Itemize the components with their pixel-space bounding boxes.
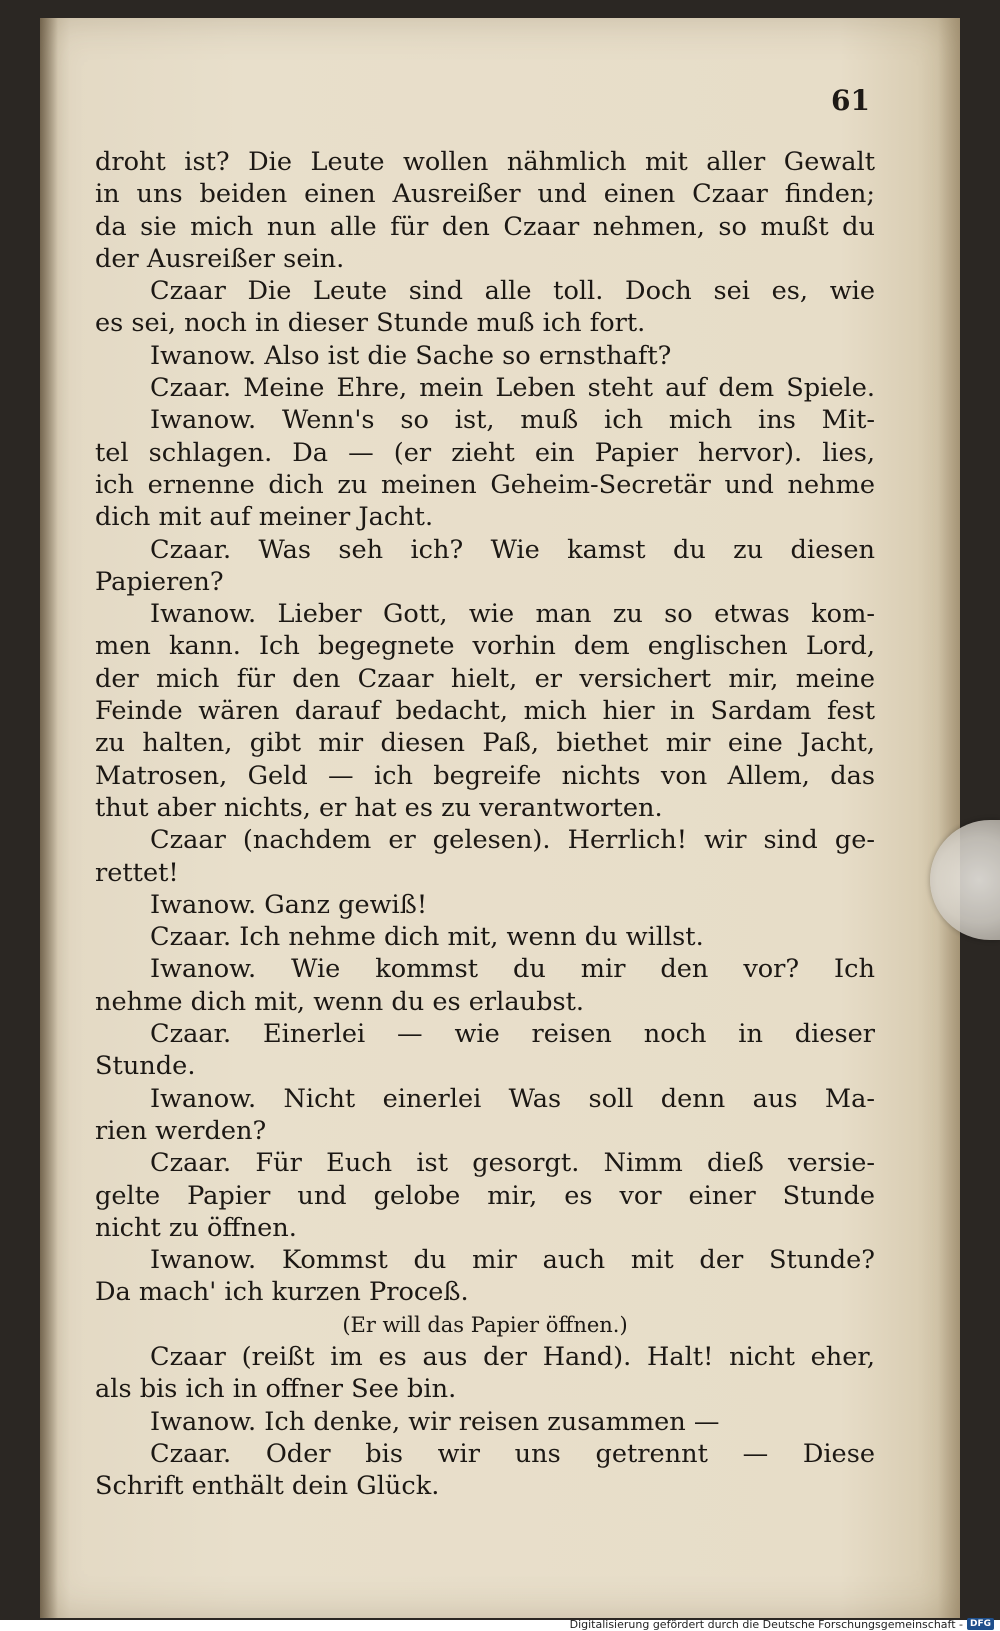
text-line: thut aber nichts, er hat es zu verantworten. <box>95 792 663 823</box>
text-line: Czaar. Ich nehme dich mit, wenn du willst. <box>150 922 704 953</box>
page-text <box>95 146 875 1502</box>
text-line: Iwanow. Kommst du mir auch mit der Stunde? <box>150 1245 875 1276</box>
dfg-logo-icon: DFG <box>967 1618 994 1630</box>
text-line: men kann. Ich begegnete vorhin dem englischen Lord, <box>95 631 875 662</box>
text-line: da sie mich nun alle für den Czaar nehmen, so mußt du <box>95 211 875 242</box>
text-line: Czaar. Was seh ich? Wie kamst du zu diesen <box>150 534 875 565</box>
text-line: Czaar. Meine Ehre, mein Leben steht auf dem Spiele. <box>150 373 875 404</box>
text-line: dich mit auf meiner Jacht. <box>95 502 434 533</box>
text-line: Iwanow. Also ist die Sache so ernsthaft? <box>150 340 672 371</box>
text-line: rettet! <box>95 857 179 888</box>
text-line: Matrosen, Geld — ich begreife nichts von Allem, das <box>95 760 875 791</box>
text-line: zu halten, gibt mir diesen Paß, biethet mir eine Jacht, <box>95 728 875 759</box>
text-line: ich ernenne dich zu meinen Geheim-Secretär und nehme <box>95 469 875 500</box>
text-line: droht ist? Die Leute wollen nähmlich mit aller Gewalt <box>95 147 875 177</box>
text-line: Czaar. Oder bis wir uns getrennt — Diese <box>150 1438 875 1469</box>
text-line: Papieren? <box>95 566 224 597</box>
text-line: rien werden? <box>95 1115 267 1146</box>
text-line: der mich für den Czaar hielt, er versichert mir, meine <box>95 663 875 694</box>
footer-text: Digitalisierung gefördert durch die Deutsche Forschungsgemeinschaft - <box>569 1617 963 1631</box>
text-line: Feinde wären darauf bedacht, mich hier in Sardam fest <box>95 696 875 727</box>
text-line: als bis ich in offner See bin. <box>95 1374 457 1405</box>
text-line: Iwanow. Wenn's so ist, muß ich mich ins Mit- <box>150 405 875 436</box>
text-line: Stunde. <box>95 1051 196 1082</box>
text-line: in uns beiden einen Ausreißer und einen Czaar finden; <box>95 179 875 210</box>
text-line: gelte Papier und gelobe mir, es vor einer Stunde <box>95 1180 875 1211</box>
text-line: tel schlagen. Da — (er zieht ein Papier hervor). lies, <box>95 437 875 468</box>
text-line: Iwanow. Ich denke, wir reisen zusammen — <box>150 1406 720 1437</box>
text-line: Schrift enthält dein Glück. <box>95 1471 440 1502</box>
text-line: der Ausreißer sein. <box>95 243 345 274</box>
text-line: Czaar (reißt im es aus der Hand). Halt! nicht eher, <box>150 1341 875 1372</box>
text-line: Czaar Die Leute sind alle toll. Doch sei es, wie <box>150 276 875 307</box>
text-line: Czaar. Einerlei — wie reisen noch in dieser <box>150 1019 875 1050</box>
page-edge <box>938 18 960 1618</box>
text-line: es sei, noch in dieser Stunde muß ich fort. <box>95 308 646 339</box>
text-line: Czaar. Für Euch ist gesorgt. Nimm dieß versie- <box>150 1148 875 1179</box>
text-line: Iwanow. Nicht einerlei Was soll denn aus Ma- <box>150 1083 875 1114</box>
text-line: nehme dich mit, wenn du es erlaubst. <box>95 986 585 1017</box>
text-line: Iwanow. Wie kommst du mir den vor? Ich <box>150 954 875 985</box>
text-line: (Er will das Papier öffnen.) <box>342 1312 628 1337</box>
text-line: nicht zu öffnen. <box>95 1212 297 1243</box>
text-line: Da mach' ich kurzen Proceß. <box>95 1277 469 1308</box>
text-line: Iwanow. Lieber Gott, wie man zu so etwas kom- <box>150 599 875 630</box>
page-number: 61 <box>831 84 870 117</box>
text-line: Iwanow. Ganz gewiß! <box>150 889 428 920</box>
gutter-shadow <box>40 18 58 1618</box>
text-line: Czaar (nachdem er gelesen). Herrlich! wir sind ge- <box>150 825 875 856</box>
digitization-footer <box>570 1617 994 1631</box>
book-page <box>40 18 960 1618</box>
